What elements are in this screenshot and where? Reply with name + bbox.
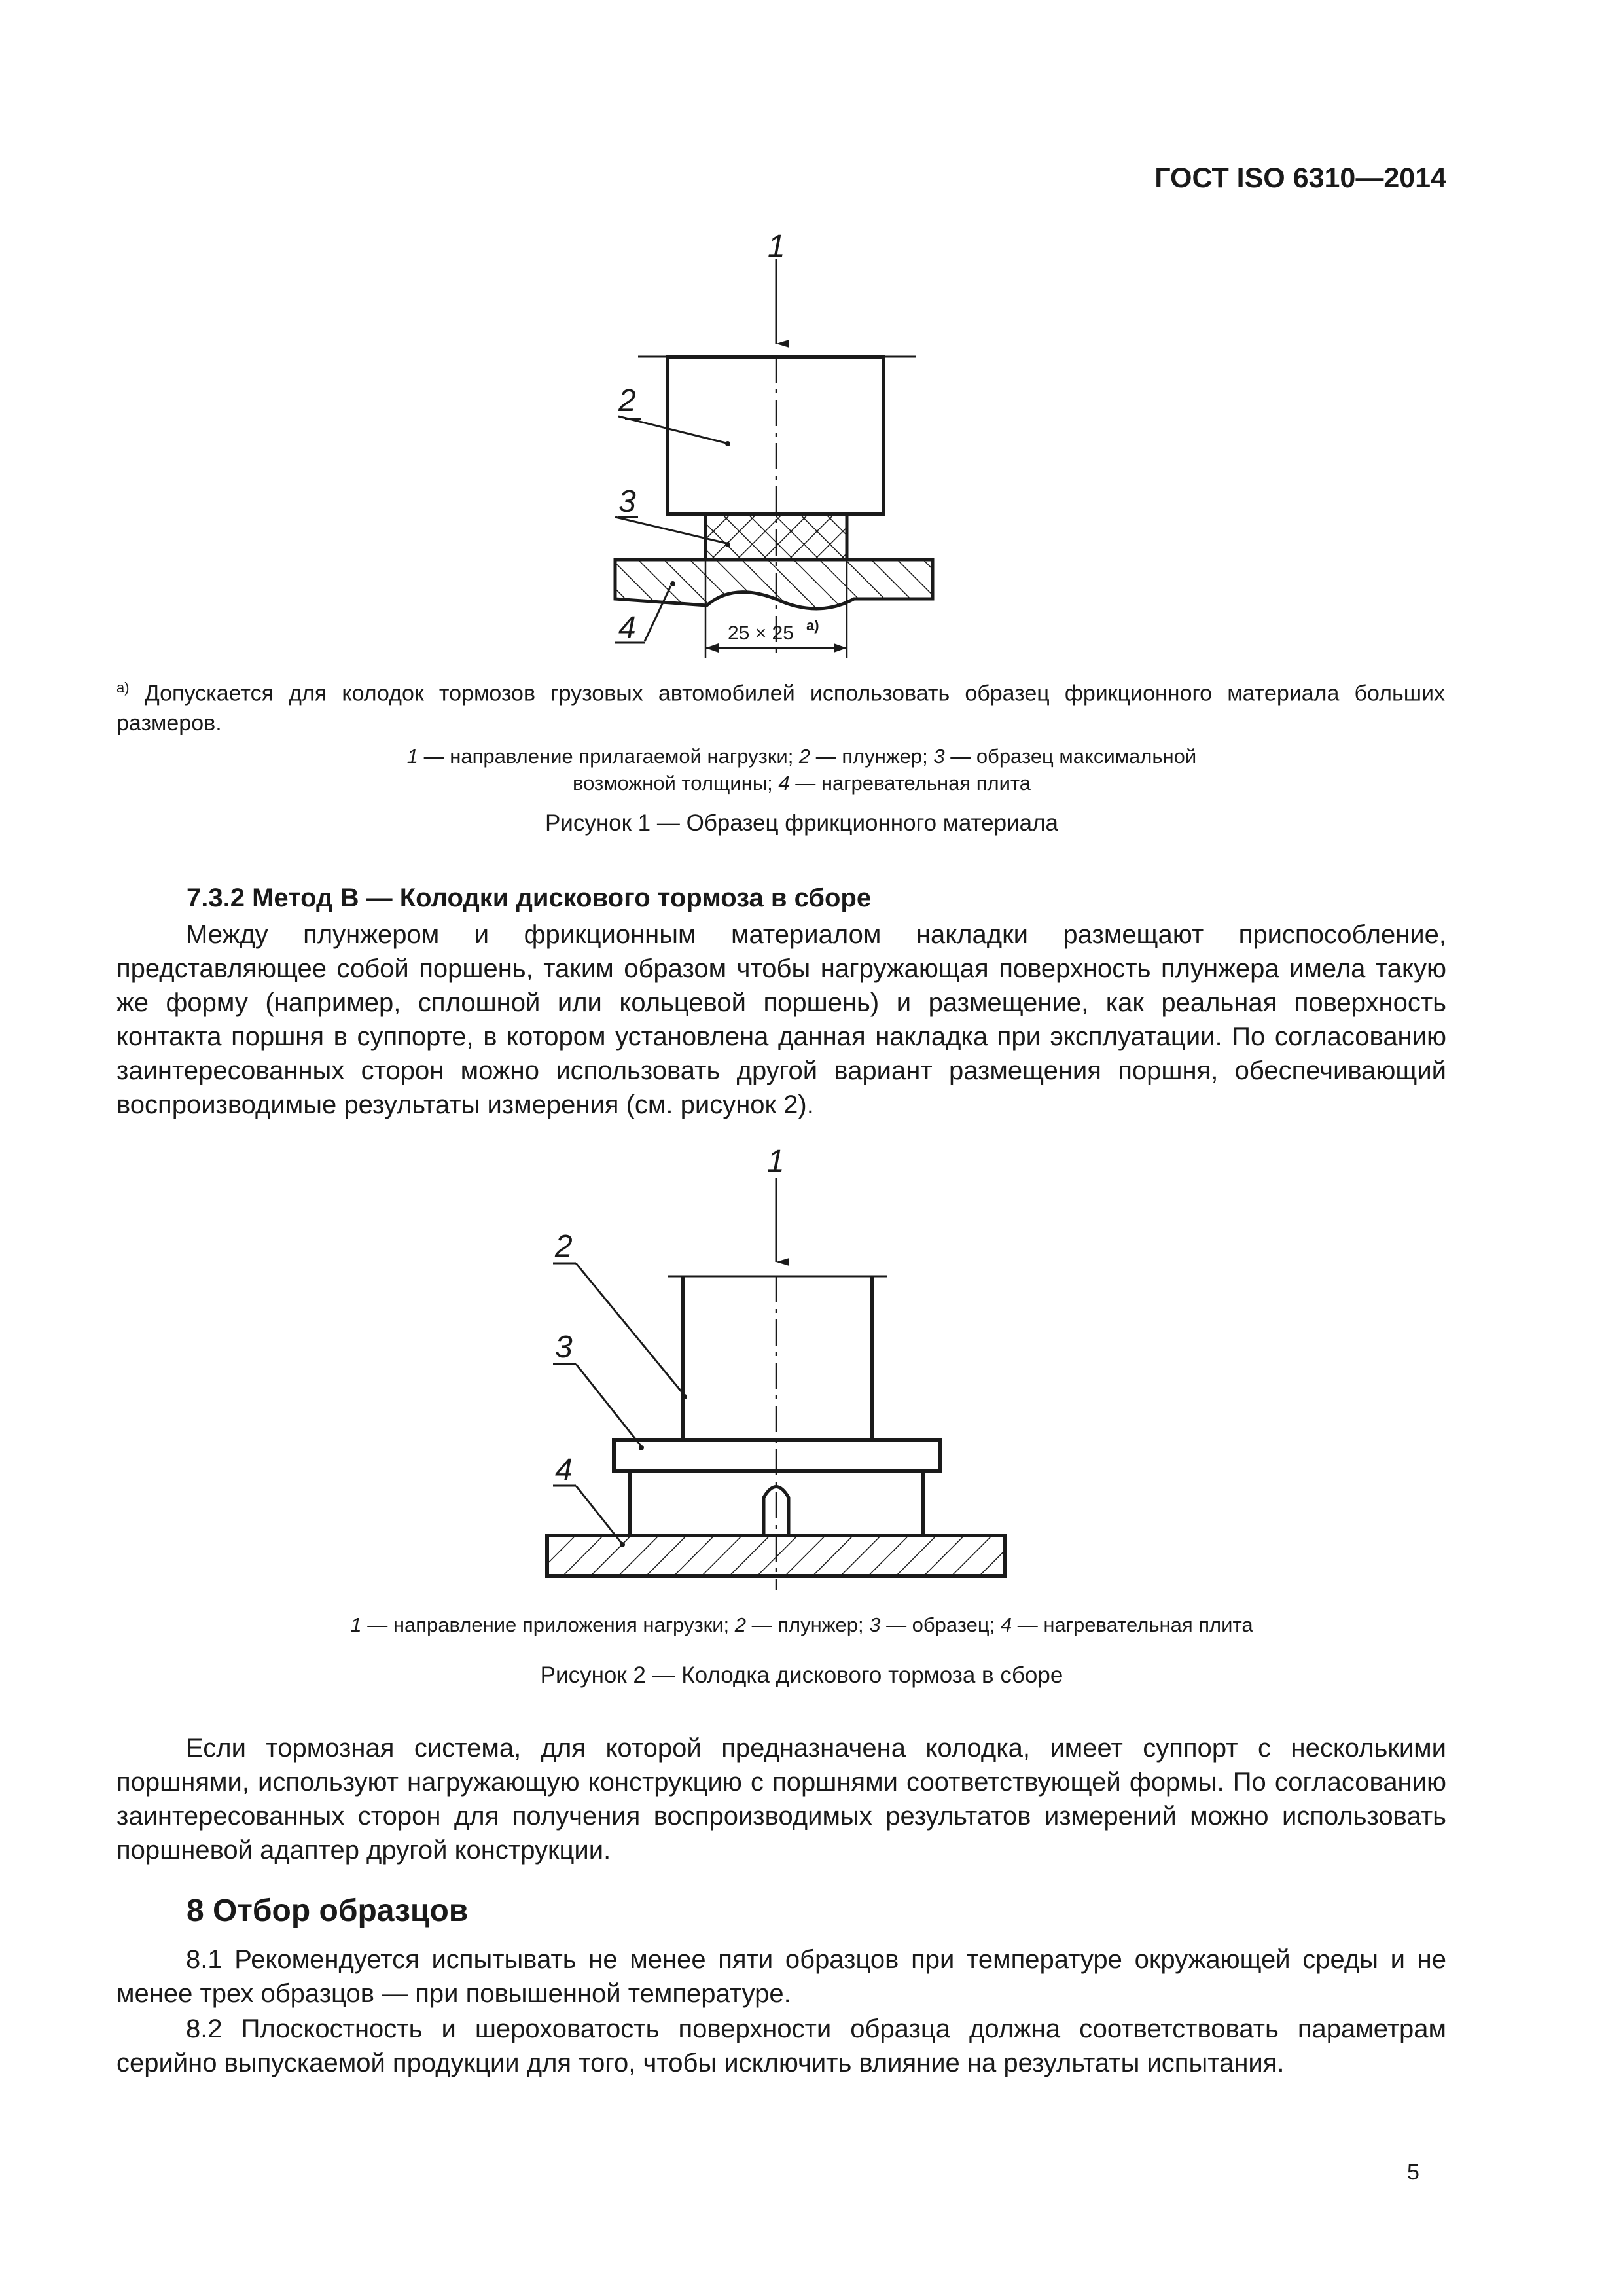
dimension-note-mark: a) [806, 617, 819, 634]
page-number: 5 [1407, 2160, 1419, 2185]
figure-1-caption: Рисунок 1 — Образец фрикционного материала [544, 810, 1059, 836]
figure-2-label-3: 3 [555, 1330, 573, 1365]
figure-2-label-1: 1 [767, 1144, 785, 1179]
figure-1-footnote [116, 673, 1445, 738]
dimension-label: 25 × 25 [728, 622, 794, 644]
figure-1-drawing [615, 229, 933, 658]
figure-2-legend: 1 — направление приложения нагрузки; 2 — плунжер; 3 — образец; 4 — нагревательная плита [350, 1613, 1253, 1636]
figure-2-label-2: 2 [555, 1229, 573, 1264]
figure-2-label-4: 4 [555, 1453, 573, 1488]
section-8-2-text: 8.2 Плоскостность и шероховатость поверхности образца должна соответствовать параметрам серийно выпускаемой продукции для того, чтобы исключить влияние на результаты испытания. [116, 2015, 1446, 2077]
figure-2-caption: Рисунок 2 — Колодка дискового тормоза в сборе [540, 1662, 1063, 1688]
figure-2-drawing [547, 1144, 1005, 1590]
multi-piston-paragraph: Если тормозная система, для которой предназначена колодка, имеет суппорт с несколькими поршнями, используют нагружающую конструкцию с поршнями соответствующей формы. По согласованию заинтересованных сторон для получения воспроизводимых результатов измерений можно использовать поршневой адаптер другой конструкции. [116, 1734, 1446, 1865]
figure-1-label-1: 1 [768, 229, 785, 264]
figure-1-label-3: 3 [618, 484, 636, 519]
document-code: ГОСТ ISO 6310—2014 [1154, 162, 1446, 194]
section-7-3-2-text: Между плунжером и фрикционным материалом накладки размещают приспособление, представляющее собой поршень, таким образом чтобы нагружающая поверхность плунжера имела такую же форму (например, сплошной или кольцевой поршень) и размещение, как реальная поверхность контакта поршня в суппорте, в котором установлена данная накладка при эксплуатации. По согласованию заинтересованных сторон можно использовать другой вариант размещения поршня, обеспечивающий воспроизводимые результаты измерения (см. рисунок 2). [116, 920, 1446, 1119]
section-7-3-2-heading: 7.3.2 Метод В — Колодки дискового тормоза в сборе [187, 884, 872, 912]
figure-1-legend-line-1: 1 — направление прилагаемой нагрузки; 2 — плунжер; 3 — образец максимальной [406, 745, 1197, 768]
footnote-text: Допускается для колодок тормозов грузовых автомобилей использовать образец фрикционного материала больших размеров. [116, 681, 1445, 736]
figure-1-legend-line-2: возможной толщины; 4 — нагревательная плита [572, 772, 1031, 795]
figure-1-legend [249, 743, 1355, 797]
section-8-heading: 8 Отбор образцов [187, 1893, 469, 1928]
section-8-1-text: 8.1 Рекомендуется испытывать не менее пяти образцов при температуре окружающей среды и не менее трех образцов — при повышенной температуре. [116, 1945, 1446, 2008]
figure-1-label-2: 2 [618, 384, 636, 418]
footnote-mark: a) [116, 679, 130, 696]
figure-1-label-4: 4 [618, 611, 636, 645]
